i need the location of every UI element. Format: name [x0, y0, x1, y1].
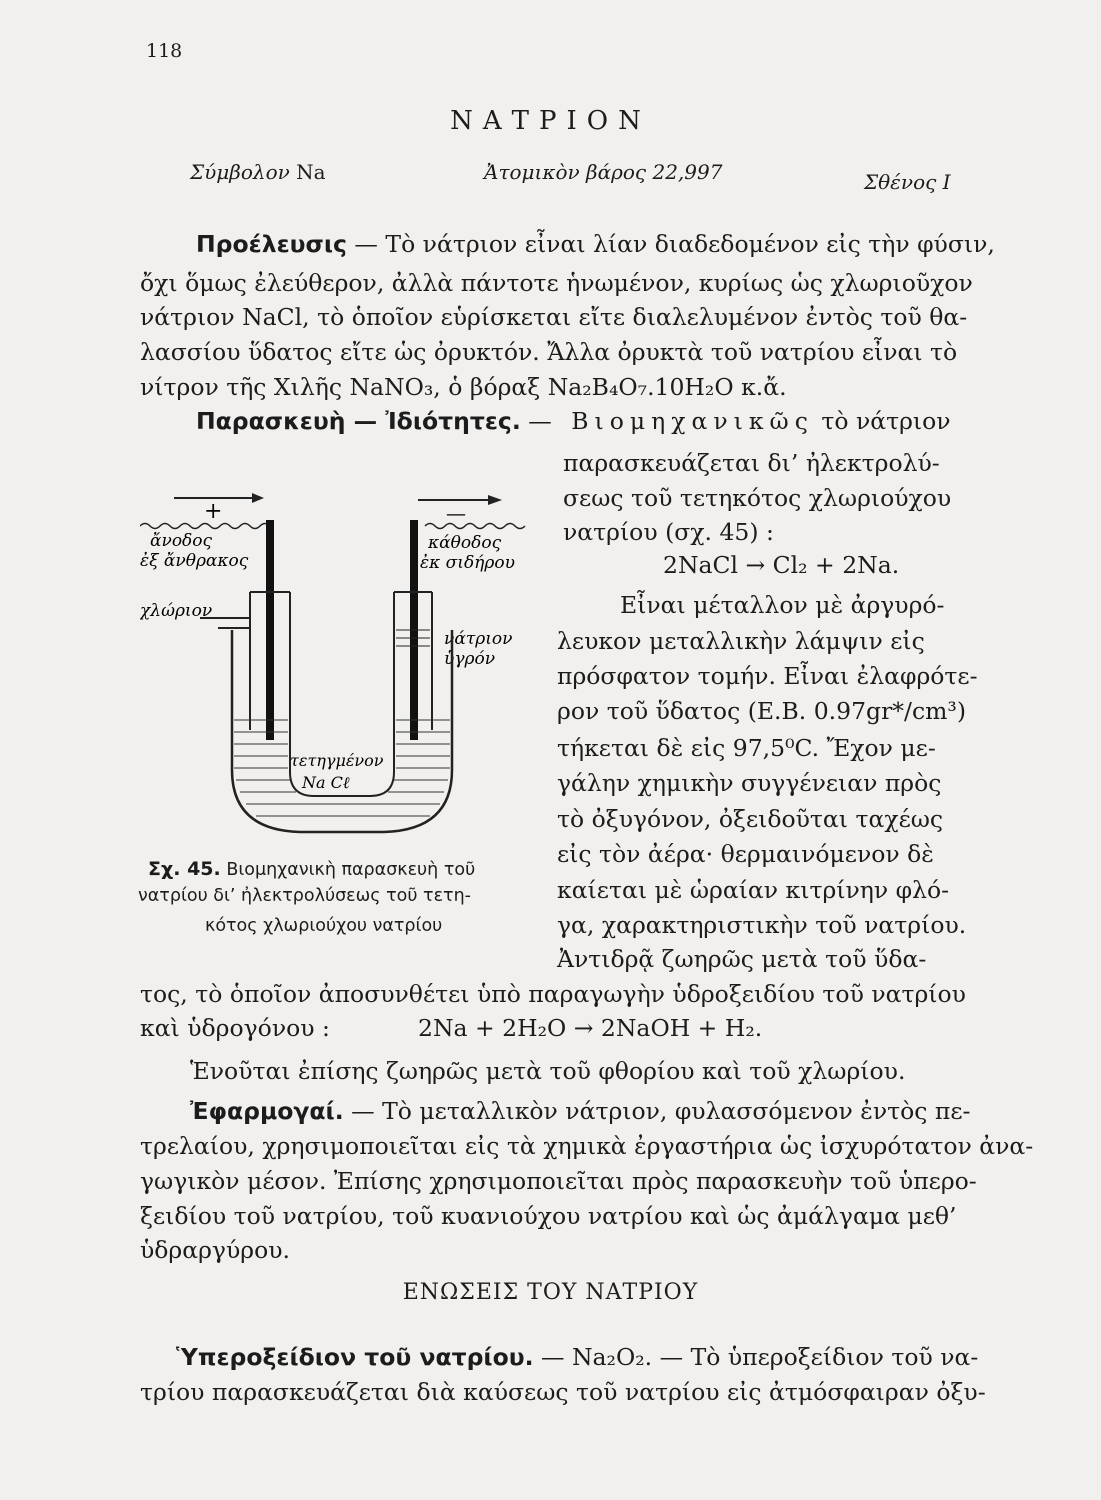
enoseis-line-2: τρίου παρασκευάζεται διὰ καύσεως τοῦ νατρίου εἰς ἀτμόσφαιραν ὀξυ- [140, 1378, 986, 1406]
efarmogai-line-5: ὑδραργύρου. [140, 1236, 290, 1264]
proeleusis-line-3: νάτριον NaCl, τὸ ὁποῖον εὑρίσκεται εἴτε διαλελυμένον ἐντὸς τοῦ θα- [140, 303, 968, 331]
last-line: Ἑνοῦται ἐπίσης ζωηρῶς μετὰ τοῦ φθορίου καὶ τοῦ χλωρίου. [190, 1057, 906, 1085]
symbol-label: Σύμβολον [190, 160, 290, 184]
chlorine-label: χλώριον [140, 601, 213, 621]
side2-line-2: λευκον μεταλλικὴν λάμψιν εἰς [557, 627, 925, 655]
full-line-1: τος, τὸ ὁποῖον ἀποσυνθέτει ὑπὸ παραγωγὴν ὑδροξειδίου τοῦ νατρίου [140, 980, 966, 1008]
cathode-label-1: κάθοδος [428, 533, 502, 553]
efarmogai-line-4: ξειδίου τοῦ νατρίου, τοῦ κυανιούχου νατρίου καὶ ὡς ἀμάλγαμα μεθ’ [140, 1202, 957, 1230]
sodium-label-1: νάτριον [444, 629, 513, 649]
proeleusis-line-5: νίτρον τῆς Χιλῆς NaNO₃, ὁ βόραξ Na₂B₄O₇.10H₂O κ.ἄ. [140, 373, 787, 401]
paraskevi-lead: — Βιομηχανικῶς [528, 407, 814, 435]
proeleusis-line-1 [196, 230, 995, 258]
efarmogai-line-3: γωγικὸν μέσον. Ἐπίσης χρησιμοποιεῖται πρὸς παρασκευὴν τοῦ ὑπερο- [140, 1167, 977, 1195]
figure-caption-line-3: κότος χλωριούχου νατρίου [205, 916, 443, 936]
equation-2: 2Na + 2H₂O → 2NaOH + H₂. [418, 1014, 763, 1042]
symbol-info [190, 160, 326, 184]
electrolysis-figure [140, 480, 560, 845]
side-line-2: σεως τοῦ τετηκότος χλωριούχου [563, 484, 952, 512]
side2-line-4: ρον τοῦ ὕδατος (Ε.Β. 0.97gr*/cm³) [557, 697, 967, 725]
side-line-1: παρασκευάζεται δι’ ἠλεκτρολύ- [563, 449, 940, 477]
proeleusis-line-2: ὄχι ὅμως ἐλεύθερον, ἀλλὰ πάντοτε ἡνωμένον, κυρίως ὡς χλωριοῦχον [140, 269, 973, 297]
valence: Σθένος Ι [864, 170, 951, 194]
efarmogai-text: — Τὸ μεταλλικὸν νάτριον, φυλασσόμενον ἐντὸς πε- [351, 1097, 971, 1125]
figure-caption-text-1: Βιομηχανικὴ παρασκευὴ τοῦ [226, 860, 476, 880]
side2-line-7: τὸ ὀξυγόνον, ὀξειδοῦται ταχέως [557, 805, 944, 833]
side2-line-6: γάλην χημικὴν συγγένειαν πρὸς [557, 769, 942, 797]
proeleusis-line-4: λασσίου ὕδατος εἴτε ὡς ὀρυκτόν. Ἄλλα ὀρυκτὰ τοῦ νατρίου εἶναι τὸ [140, 338, 958, 366]
page-number: 118 [146, 40, 183, 62]
melt-label-2: Na Cℓ [302, 773, 350, 792]
efarmogai-line-1 [190, 1097, 971, 1125]
full-line-2: καὶ ὑδρογόνου : [140, 1014, 330, 1042]
proeleusis-heading: Προέλευσις [196, 230, 347, 258]
equation-1: 2NaCl → Cl₂ + 2Na. [663, 551, 900, 579]
sodium-label-2: ὑγρόν [444, 649, 496, 669]
cathode-label-2: ἐκ σιδήρου [420, 553, 515, 573]
enoseis-line-1 [176, 1343, 979, 1371]
side2-line-1: Εἶναι μέταλλον μὲ ἀργυρό- [620, 591, 945, 619]
anode-label-1: ἄνοδος [150, 531, 213, 551]
figure-caption-label: Σχ. 45. [148, 858, 221, 880]
figure-caption-line-1 [148, 858, 475, 880]
side-line-3: νατρίου (σχ. 45) : [563, 518, 774, 546]
side2-line-11: Ἀντιδρᾷ ζωηρῶς μετὰ τοῦ ὕδα- [557, 945, 927, 973]
enoseis-heading: ΕΝΩΣΕΙΣ ΤΟΥ ΝΑΤΡΙΟΥ [402, 1280, 699, 1305]
side2-line-8: εἰς τὸν ἀέρα· θερμαινόμενον δὲ [557, 840, 934, 868]
proeleusis-text: — Τὸ νάτριον εἶναι λίαν διαδεδομένον εἰς τὴν φύσιν, [354, 230, 995, 258]
paraskevi-first-rest: τὸ νάτριον [821, 407, 951, 435]
enoseis-sub-heading: Ὑπεροξείδιον τοῦ νατρίου. [176, 1343, 534, 1371]
atomic-weight: Ἀτομικὸν βάρος 22,997 [484, 160, 723, 184]
efarmogai-line-2: τρελαίου, χρησιμοποιεῖται εἰς τὰ χημικὰ ἐργαστήρια ὡς ἰσχυρότατον ἀνα- [140, 1132, 1034, 1160]
paraskevi-line-1 [196, 407, 951, 435]
side2-line-10: γα, χαρακτηριστικὴν τοῦ νατρίου. [557, 911, 967, 939]
figure-caption-line-2: νατρίου δι’ ἠλεκτρολύσεως τοῦ τετη- [138, 886, 471, 906]
melt-label-1: τετηγμένον [290, 751, 384, 770]
enoseis-text-1: — Τὸ ὑπεροξείδιον τοῦ να- [659, 1343, 979, 1371]
anode-label-2: ἐξ ἄνθρακος [140, 551, 249, 571]
page-title: ΝΑΤΡΙΟΝ [450, 106, 651, 136]
side2-line-5: τήκεται δὲ εἰς 97,5⁰C. Ἔχον με- [557, 734, 936, 762]
efarmogai-heading: Ἐφαρμογαί. [190, 1097, 344, 1125]
minus-sign: — [446, 501, 466, 525]
symbol-value: Na [296, 160, 326, 184]
side2-line-9: καίεται μὲ ὡραίαν κιτρίνην φλό- [557, 876, 950, 904]
paraskevi-heading: Παρασκευὴ — Ἰδιότητες. [196, 407, 521, 435]
enoseis-formula: — Na₂O₂. [541, 1343, 653, 1371]
side2-line-3: πρόσφατον τομήν. Εἶναι ἐλαφρότε- [557, 662, 978, 690]
plus-sign: + [204, 499, 223, 524]
